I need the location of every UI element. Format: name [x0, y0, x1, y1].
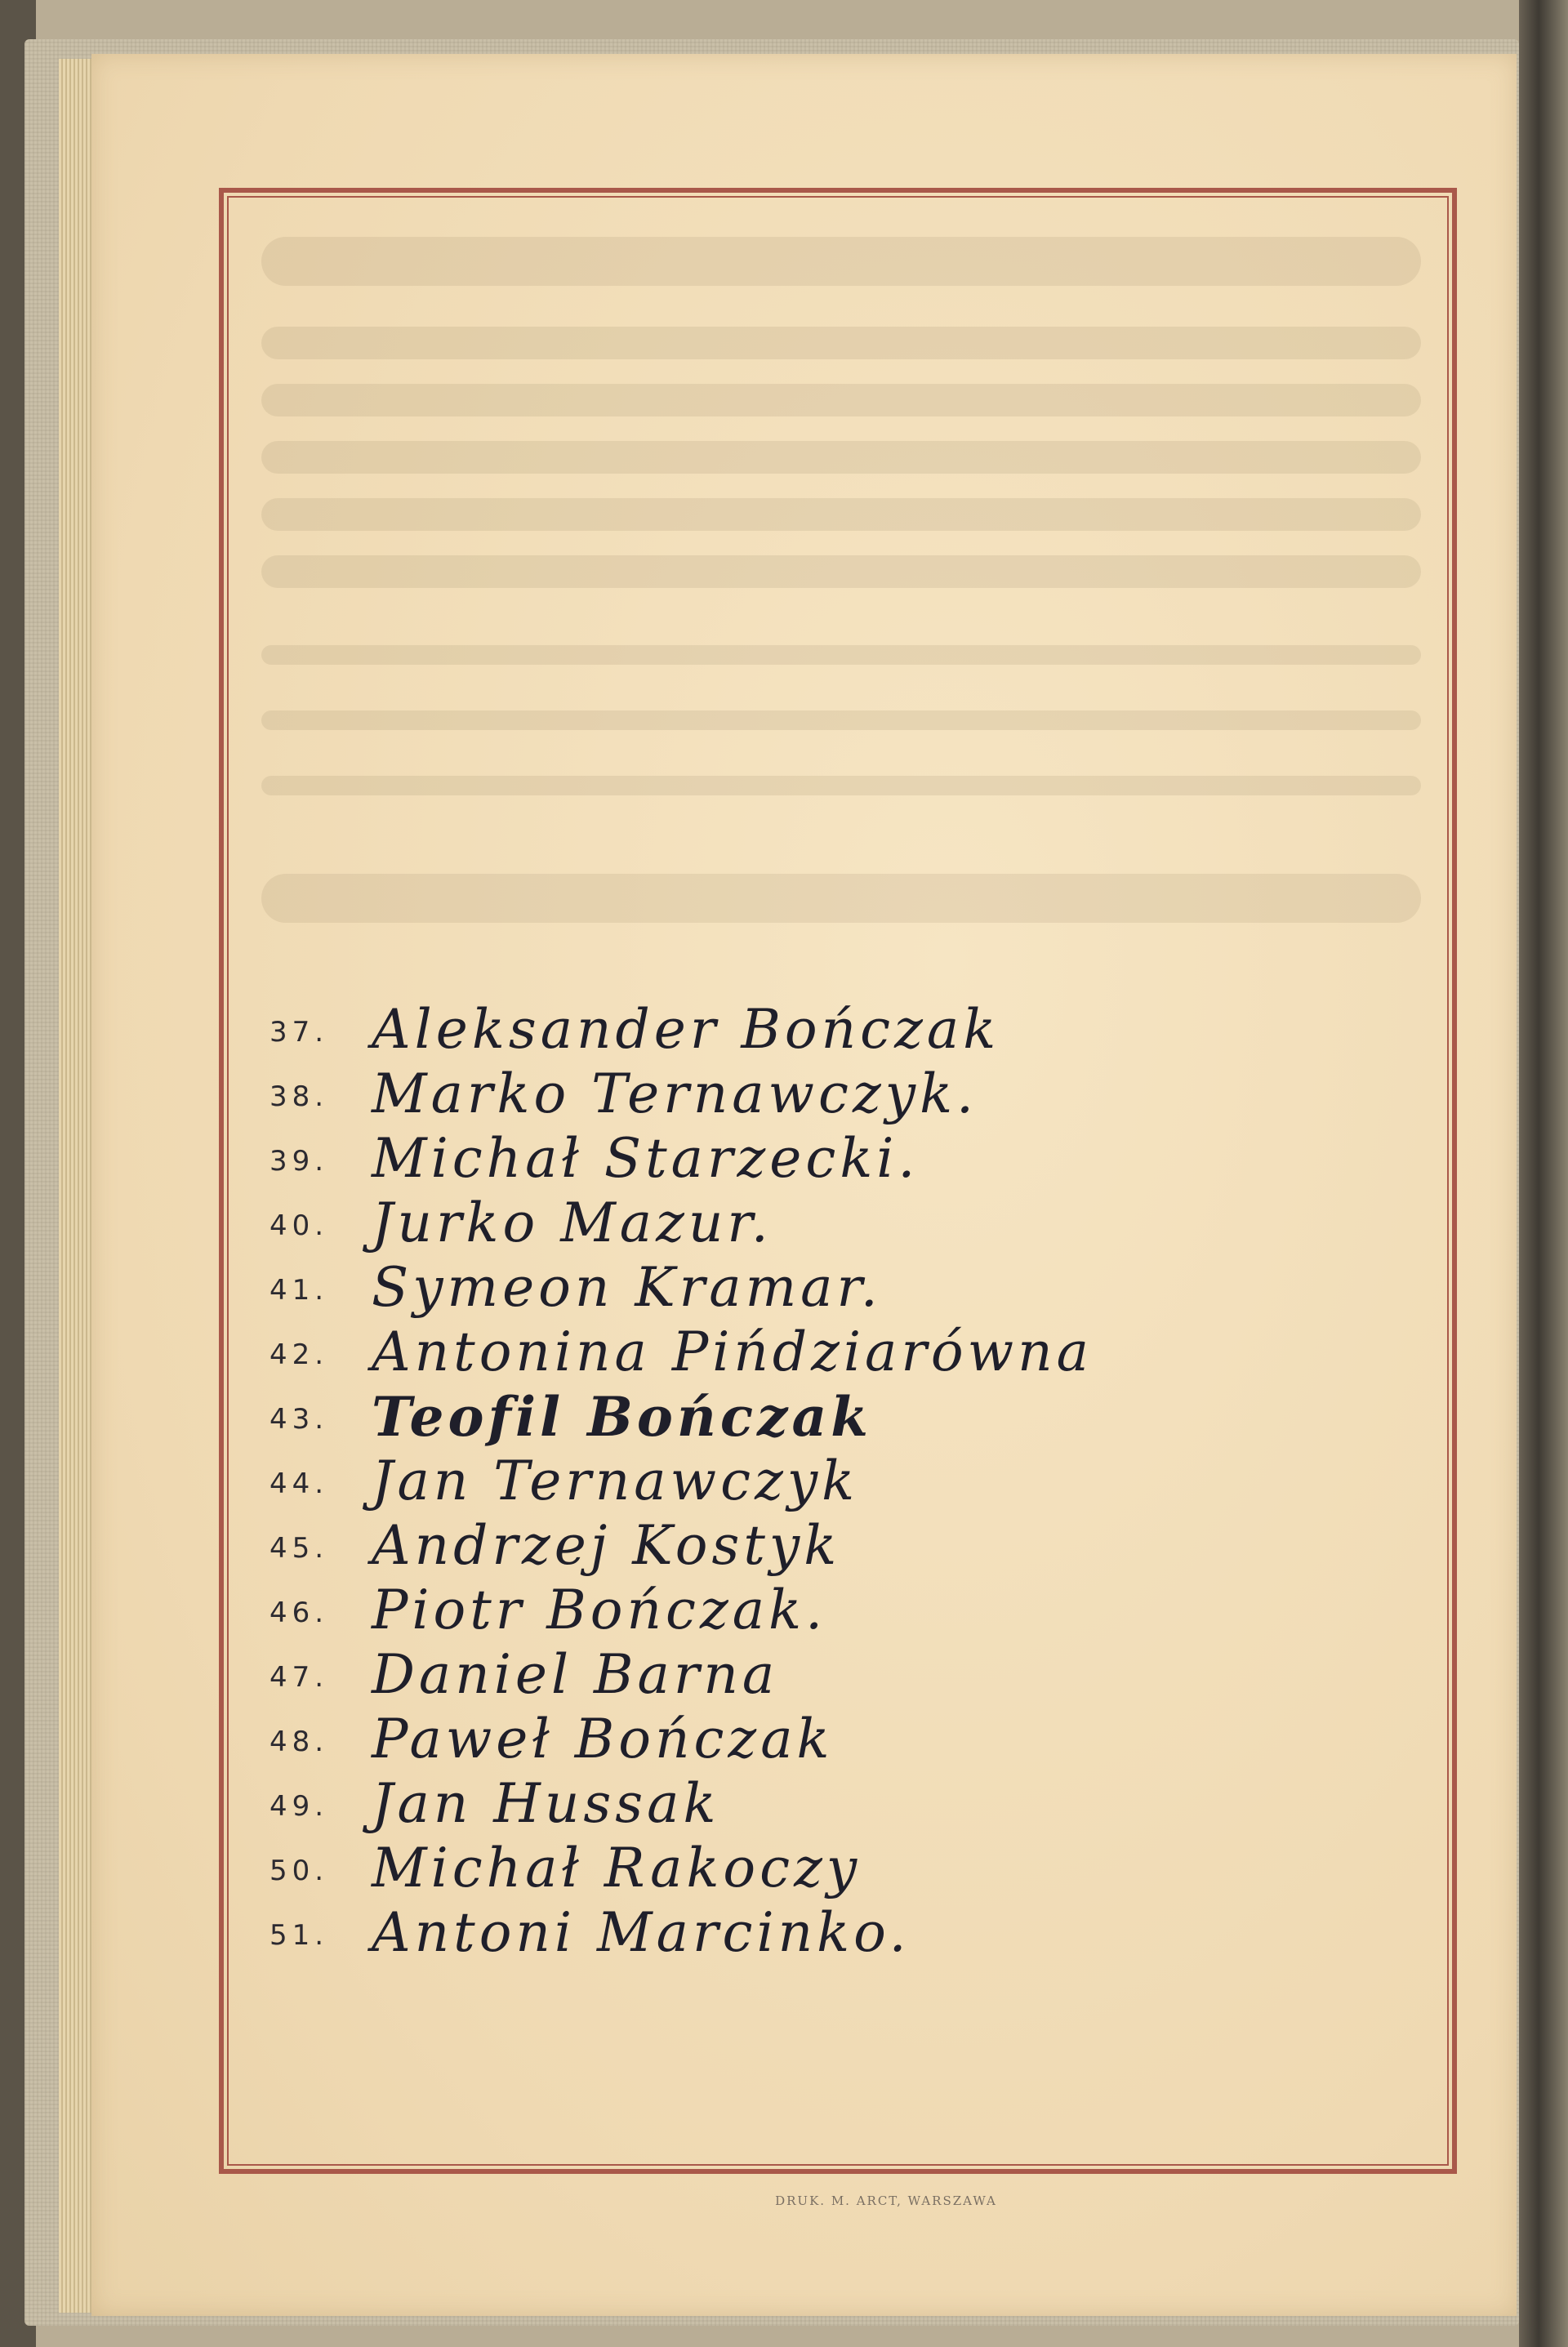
entry-number: 47.: [270, 1661, 329, 1694]
entry-name: Andrzej Kostyk: [372, 1514, 841, 1577]
list-item: [270, 1637, 1209, 1706]
entry-name: Jan Ternawczyk: [372, 1450, 859, 1512]
entry-number: 44.: [270, 1467, 329, 1500]
list-item: [270, 1895, 1209, 1964]
list-item: [270, 1250, 1209, 1319]
list-item: [270, 1831, 1209, 1899]
list-item: [270, 1573, 1209, 1641]
entry-number: 45.: [270, 1532, 329, 1565]
entry-name: Michał Starzecki.: [372, 1127, 920, 1190]
list-item: [270, 1508, 1209, 1577]
entry-number: 42.: [270, 1338, 329, 1371]
right-gutter: [1519, 0, 1568, 2347]
entry-number: 49.: [270, 1790, 329, 1823]
list-item: [270, 1057, 1209, 1125]
entry-name: Piotr Bończak.: [372, 1579, 827, 1641]
entry-name: Marko Ternawczyk.: [372, 1062, 978, 1125]
entry-number: 38.: [270, 1080, 329, 1113]
entry-name: Aleksander Bończak: [372, 998, 1000, 1061]
list-item: [270, 1121, 1209, 1190]
entry-name: Paweł Bończak: [372, 1708, 834, 1770]
entry-name: Daniel Barna: [372, 1643, 779, 1706]
list-item: [270, 1315, 1209, 1383]
entry-name: Jan Hussak: [372, 1772, 720, 1835]
entry-name: Antonina Pińdziarówna: [372, 1320, 1094, 1383]
entry-name: Symeon Kramar.: [372, 1256, 882, 1319]
entry-number: 43.: [270, 1403, 329, 1436]
entry-number: 46.: [270, 1597, 329, 1629]
entry-name: Antoni Marcinko.: [372, 1901, 911, 1964]
entry-number: 39.: [270, 1145, 329, 1178]
list-item: [270, 1379, 1209, 1449]
entry-number: 41.: [270, 1274, 329, 1307]
list-item: [270, 1702, 1209, 1770]
entry-name: Michał Rakoczy: [372, 1837, 862, 1899]
list-item: [270, 1444, 1209, 1512]
list-item: [270, 1766, 1209, 1835]
entry-number: 40.: [270, 1209, 329, 1242]
entry-number: 51.: [270, 1919, 329, 1952]
entry-name: Jurko Mazur.: [372, 1191, 773, 1254]
entry-name: Teofil Bończak: [372, 1385, 873, 1449]
signature-list: [270, 992, 1209, 1964]
list-item: [270, 992, 1209, 1061]
entry-number: 37.: [270, 1016, 329, 1049]
list-item: [270, 1186, 1209, 1254]
entry-number: 48.: [270, 1726, 329, 1758]
page-edges: [59, 59, 95, 2313]
entry-number: 50.: [270, 1855, 329, 1887]
printer-imprint: DRUK. M. ARCT, WARSZAWA: [775, 2193, 997, 2208]
